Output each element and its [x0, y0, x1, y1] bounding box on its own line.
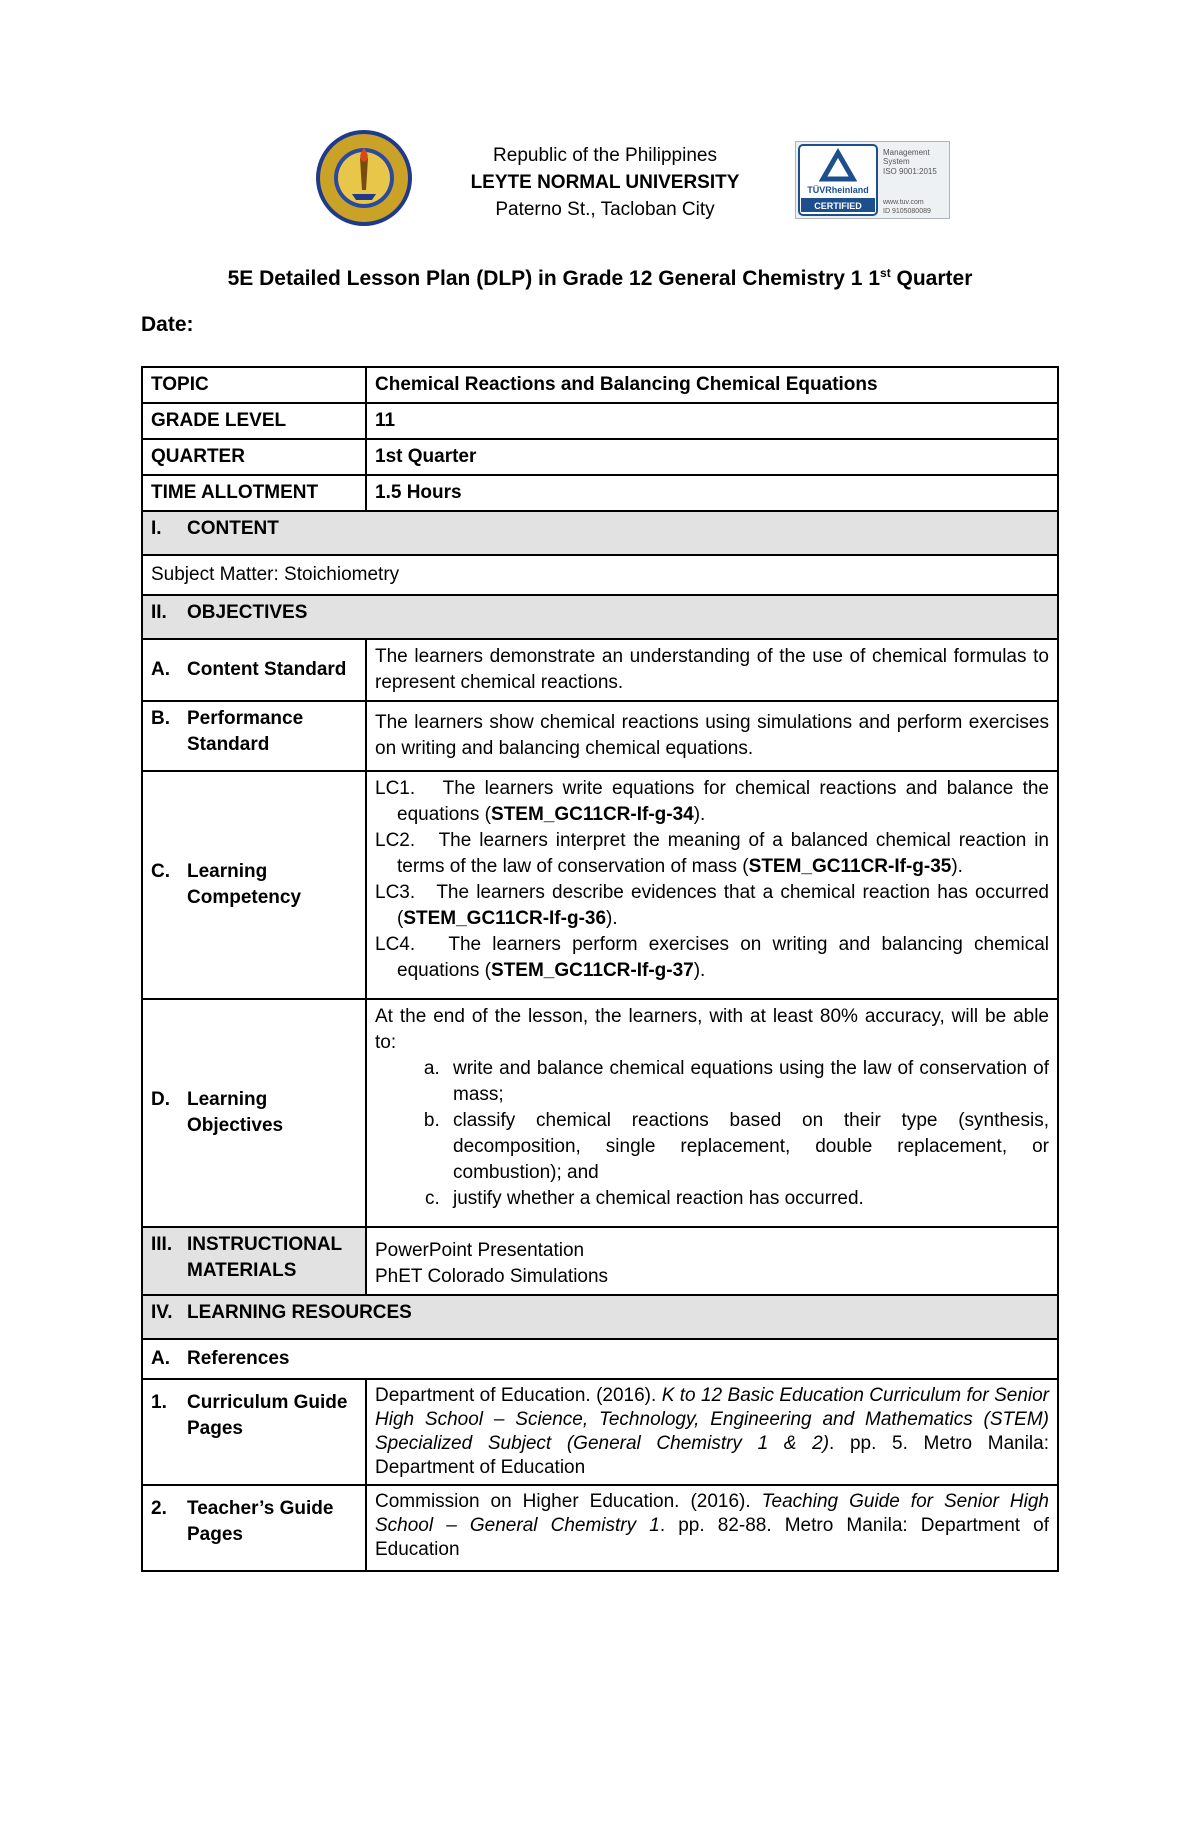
- objectives-list: [375, 1056, 1049, 1212]
- content-section-header: [142, 511, 1058, 555]
- resources-heading: LEARNING RESOURCES: [187, 1302, 412, 1323]
- lesson-plan-title: [0, 266, 1200, 291]
- materials-label: INSTRUCTIONAL MATERIALS: [187, 1234, 342, 1281]
- content-standard-num: A.: [151, 659, 170, 680]
- curriculum-guide-num: 1.: [151, 1392, 167, 1413]
- title-superscript: st: [880, 266, 891, 280]
- objectives-heading: OBJECTIVES: [187, 602, 308, 623]
- quarter-row: [142, 439, 1058, 475]
- performance-standard-num: B.: [151, 708, 170, 729]
- university-name: LEYTE NORMAL UNIVERSITY: [470, 172, 740, 193]
- svg-text:CERTIFIED: CERTIFIED: [814, 201, 862, 211]
- learning-competency-num: C.: [151, 861, 170, 882]
- learning-objectives-row: [142, 999, 1058, 1227]
- lesson-plan-table: [141, 366, 1059, 1572]
- grade-level-row: [142, 403, 1058, 439]
- content-num: I.: [151, 518, 162, 539]
- iso-certification-badge: [795, 141, 950, 219]
- list-item: LC1. The learners write equations for chemical reactions and balance the equations (STEM_GC11CR-If-g-34).: [375, 778, 1049, 825]
- teachers-guide-citation: Commission on Higher Education. (2016). Teaching Guide for Senior High School – General Chemistry 1. pp. 82-88. Metro Manila: Department of Education: [366, 1485, 1058, 1571]
- list-item: b. classify chemical reactions based on their type (synthesis, decomposition, single replacement, double replacement, or combustion); and: [445, 1108, 1049, 1186]
- svg-text:System: System: [883, 157, 910, 166]
- objectives-intro: At the end of the lesson, the learners, with at least 80% accuracy, will be able to:: [375, 1006, 1049, 1053]
- topic-row: [142, 367, 1058, 403]
- list-item: LC2. The learners interpret the meaning of a balanced chemical reaction in terms of the law of conservation of mass (STEM_GC11CR-If-g-35).: [375, 830, 1049, 877]
- svg-text:www.tuv.com: www.tuv.com: [883, 199, 924, 206]
- subject-matter: Subject Matter: Stoichiometry: [142, 555, 1058, 595]
- time-allotment-label: TIME ALLOTMENT: [142, 475, 366, 511]
- quarter-value: 1st Quarter: [366, 439, 1058, 475]
- grade-level-value: 11: [366, 403, 1058, 439]
- curriculum-guide-row: [142, 1379, 1058, 1485]
- competency-list: [375, 776, 1049, 984]
- material-item: PhET Colorado Simulations: [375, 1266, 609, 1287]
- date-label: Date:: [141, 313, 194, 336]
- time-allotment-row: [142, 475, 1058, 511]
- quarter-label: QUARTER: [142, 439, 366, 475]
- performance-standard-text: The learners show chemical reactions using simulations and perform exercises on writing and balancing chemical equations.: [366, 701, 1058, 771]
- learning-competency-row: [142, 771, 1058, 999]
- references-row: [142, 1339, 1058, 1379]
- subject-matter-row: [142, 555, 1058, 595]
- svg-text:ISO 9001:2015: ISO 9001:2015: [883, 167, 937, 176]
- teachers-guide-row: [142, 1485, 1058, 1571]
- topic-label: TOPIC: [142, 367, 366, 403]
- list-item: a. write and balance chemical equations using the law of conservation of mass;: [445, 1056, 1049, 1108]
- learning-competency-label: Learning Competency: [187, 861, 302, 908]
- list-item: c. justify whether a chemical reaction has occurred.: [445, 1186, 1049, 1212]
- content-standard-label: Content Standard: [187, 659, 347, 680]
- republic-line: Republic of the Philippines: [493, 145, 717, 166]
- seal-icon: [314, 128, 414, 228]
- teachers-guide-num: 2.: [151, 1498, 167, 1519]
- content-standard-row: [142, 639, 1058, 701]
- time-allotment-value: 1.5 Hours: [366, 475, 1058, 511]
- learning-objectives-label: Learning Objectives: [187, 1089, 284, 1136]
- svg-text:Management: Management: [883, 148, 930, 157]
- topic-value: Chemical Reactions and Balancing Chemical Equations: [366, 367, 1058, 403]
- content-heading: CONTENT: [187, 518, 279, 539]
- performance-standard-row: [142, 701, 1058, 771]
- content-standard-text: The learners demonstrate an understanding of the use of chemical formulas to represent chemical reactions.: [366, 639, 1058, 701]
- learning-resources-section-header: [142, 1295, 1058, 1339]
- svg-text:ID 9105080089: ID 9105080089: [883, 208, 931, 215]
- material-item: PowerPoint Presentation: [375, 1240, 585, 1261]
- svg-text:TÜVRheinland: TÜVRheinland: [807, 185, 869, 195]
- materials-num: III.: [151, 1234, 173, 1255]
- teachers-guide-label: Teacher’s Guide Pages: [187, 1498, 334, 1545]
- references-label: References: [187, 1348, 290, 1369]
- curriculum-guide-citation: Department of Education. (2016). K to 12 Basic Education Curriculum for Senior High School – Science, Technology, Engineering and Mathematics (STEM) Specialized Subject (General Chemistry 1 & 2). pp. 5. Metro Manila: Department of Education: [366, 1379, 1058, 1485]
- learning-objectives-num: D.: [151, 1089, 170, 1110]
- title-main: 5E Detailed Lesson Plan (DLP) in Grade 12 General Chemistry 1 1: [227, 267, 881, 290]
- instructional-materials-row: [142, 1227, 1058, 1295]
- objectives-section-header: [142, 595, 1058, 639]
- institution-header: [420, 142, 790, 223]
- references-num: A.: [151, 1348, 170, 1369]
- title-tail: Quarter: [890, 267, 973, 290]
- certification-logo-icon: [795, 141, 950, 219]
- grade-level-label: GRADE LEVEL: [142, 403, 366, 439]
- performance-standard-label: Performance Standard: [187, 708, 304, 755]
- university-address: Paterno St., Tacloban City: [495, 199, 715, 220]
- curriculum-guide-label: Curriculum Guide Pages: [187, 1392, 348, 1439]
- university-seal: [314, 128, 414, 228]
- objectives-num: II.: [151, 602, 167, 623]
- resources-num: IV.: [151, 1302, 173, 1323]
- list-item: LC4. The learners perform exercises on writing and balancing chemical equations (STEM_GC11CR-If-g-37).: [375, 934, 1049, 981]
- list-item: LC3. The learners describe evidences that a chemical reaction has occurred (STEM_GC11CR-If-g-36).: [375, 882, 1049, 929]
